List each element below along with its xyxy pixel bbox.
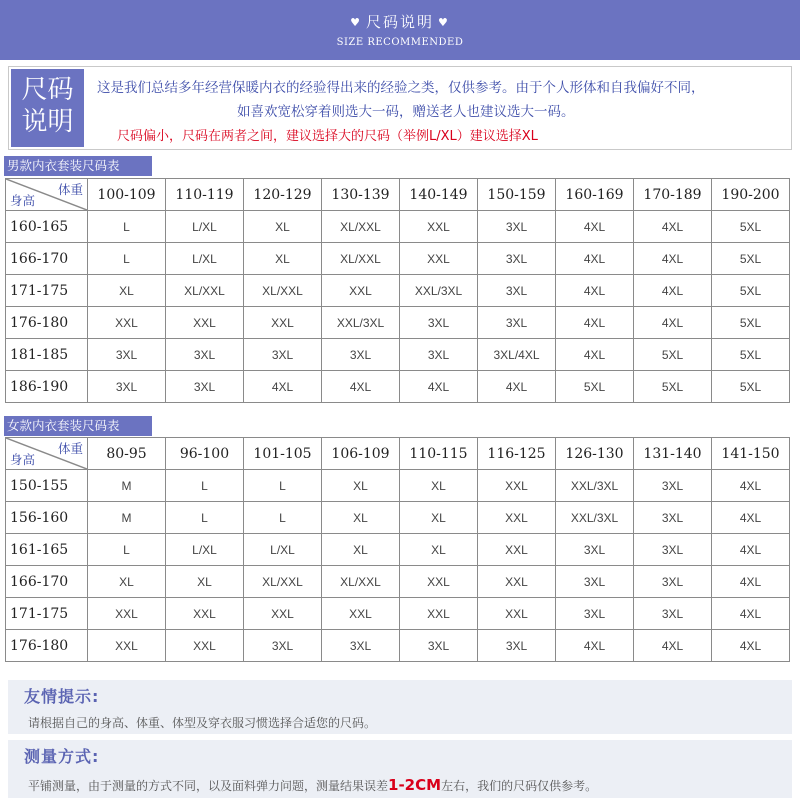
size-cell: L [244, 470, 322, 502]
size-cell: M [88, 470, 166, 502]
size-cell: XXL [322, 598, 400, 630]
men-size-table [5, 178, 790, 403]
size-cell: XXL [478, 502, 556, 534]
size-cell: 3XL [478, 275, 556, 307]
table-header-row [6, 438, 790, 470]
table-row [6, 339, 790, 371]
weight-range-header: 96-100 [166, 438, 244, 470]
size-cell: L [166, 470, 244, 502]
table-row [6, 566, 790, 598]
size-cell: 4XL [712, 566, 790, 598]
badge-line-2: 说明 [21, 107, 74, 137]
women-table-title: 女款内衣套装尺码表 [4, 416, 152, 436]
size-cell: 3XL [400, 339, 478, 371]
table-row [6, 502, 790, 534]
size-cell: XXL [88, 307, 166, 339]
height-range-label: 176-180 [6, 307, 88, 339]
height-range-label: 181-185 [6, 339, 88, 371]
height-range-label: 161-165 [6, 534, 88, 566]
size-cell: XXL [400, 211, 478, 243]
size-cell: 4XL [712, 598, 790, 630]
size-cell: XL [400, 534, 478, 566]
size-cell: 4XL [712, 534, 790, 566]
table-row [6, 630, 790, 662]
size-cell: XXL/3XL [556, 502, 634, 534]
size-cell: 3XL [556, 534, 634, 566]
heart-icon: ♥ [438, 16, 450, 29]
size-cell: 5XL [712, 339, 790, 371]
weight-range-header: 120-129 [244, 179, 322, 211]
weight-range-header: 131-140 [634, 438, 712, 470]
size-cell: XL/XXL [322, 211, 400, 243]
intro-note: 尺码偏小，尺码在两者之间，建议选择大的尺码（举例L/XL）建议选择XL [117, 129, 538, 144]
size-cell: 3XL [166, 371, 244, 403]
weight-range-header: 170-189 [634, 179, 712, 211]
size-cell: XXL [322, 275, 400, 307]
size-cell: XL [322, 534, 400, 566]
weight-range-header: 140-149 [400, 179, 478, 211]
size-cell: XL [322, 502, 400, 534]
size-cell: 4XL [556, 211, 634, 243]
size-cell: XL [244, 211, 322, 243]
height-label: 身高 [10, 194, 36, 208]
banner-subtitle: SIZE RECOMMENDED [336, 37, 464, 48]
size-cell: L/XL [244, 534, 322, 566]
size-cell: 3XL [244, 339, 322, 371]
intro-text-2: 如喜欢宽松穿着则选大一码，赠送老人也建议选大一码。 [237, 104, 575, 120]
size-cell: 3XL [88, 339, 166, 371]
size-cell: 5XL [712, 371, 790, 403]
size-cell: 3XL [634, 502, 712, 534]
size-cell: 3XL [634, 598, 712, 630]
size-cell: 4XL [634, 630, 712, 662]
size-cell: L [88, 534, 166, 566]
size-cell: 5XL [712, 275, 790, 307]
size-cell: 4XL [712, 470, 790, 502]
size-cell: 5XL [712, 307, 790, 339]
weight-range-header: 126-130 [556, 438, 634, 470]
weight-range-header: 101-105 [244, 438, 322, 470]
size-cell: XL [244, 243, 322, 275]
size-cell: 5XL [634, 371, 712, 403]
table-row [6, 598, 790, 630]
size-cell: XL [400, 470, 478, 502]
size-cell: 3XL [556, 566, 634, 598]
size-cell: L [166, 502, 244, 534]
measure-text-before: 平铺测量，由于测量的方式不同，以及面料弹力问题，测量结果误差 [28, 779, 389, 793]
size-cell: 3XL [88, 371, 166, 403]
size-cell: XXL [244, 598, 322, 630]
size-cell: 4XL [556, 275, 634, 307]
weight-range-header: 106-109 [322, 438, 400, 470]
banner-title-row [0, 12, 800, 34]
height-range-label: 150-155 [6, 470, 88, 502]
size-cell: L [244, 502, 322, 534]
size-cell: XXL [88, 630, 166, 662]
heart-icon: ♥ [350, 16, 362, 29]
weight-range-header: 110-115 [400, 438, 478, 470]
friendly-tip-title: 友情提示: [24, 687, 100, 706]
measure-tip-text [28, 776, 597, 794]
size-cell: 3XL [322, 630, 400, 662]
size-cell: L/XL [166, 243, 244, 275]
size-cell: 5XL [712, 211, 790, 243]
height-range-label: 166-170 [6, 243, 88, 275]
measure-text-after: 左右，我们的尺码仅供参考。 [441, 779, 598, 793]
size-cell: 5XL [712, 243, 790, 275]
weight-label: 体重 [57, 183, 83, 197]
size-cell: 3XL [244, 630, 322, 662]
size-cell: XXL [244, 307, 322, 339]
weight-range-header: 110-119 [166, 179, 244, 211]
size-cell: XXL/3XL [400, 275, 478, 307]
weight-range-header: 160-169 [556, 179, 634, 211]
size-cell: 4XL [556, 339, 634, 371]
friendly-tip-text: 请根据自己的身高、体重、体型及穿衣服习惯选择合适您的尺码。 [28, 716, 377, 730]
size-cell: XXL/3XL [322, 307, 400, 339]
size-cell: L [88, 211, 166, 243]
weight-range-header: 116-125 [478, 438, 556, 470]
size-cell: 5XL [634, 339, 712, 371]
badge-line-1: 尺码 [21, 75, 74, 105]
size-cell: XL/XXL [244, 275, 322, 307]
size-cell: 3XL [478, 307, 556, 339]
size-cell: XXL/3XL [556, 470, 634, 502]
size-cell: 4XL [634, 243, 712, 275]
banner-title: 尺码说明 [365, 13, 434, 31]
size-cell: L/XL [166, 534, 244, 566]
size-cell: XXL [88, 598, 166, 630]
weight-label: 体重 [57, 442, 83, 456]
size-cell: 3XL/4XL [478, 339, 556, 371]
size-cell: 3XL [478, 211, 556, 243]
size-cell: 3XL [556, 598, 634, 630]
size-cell: 3XL [400, 307, 478, 339]
measure-tip-title: 测量方式: [24, 747, 100, 766]
size-cell: 3XL [166, 339, 244, 371]
size-cell: XXL [478, 470, 556, 502]
size-cell: XL [400, 502, 478, 534]
size-cell: XXL [400, 566, 478, 598]
size-cell: XXL [478, 566, 556, 598]
size-cell: 3XL [478, 630, 556, 662]
women-size-table [5, 437, 790, 662]
weight-range-header: 130-139 [322, 179, 400, 211]
size-cell: XL/XXL [322, 566, 400, 598]
weight-range-header: 141-150 [712, 438, 790, 470]
size-cell: XXL [166, 630, 244, 662]
size-cell: 4XL [244, 371, 322, 403]
height-range-label: 156-160 [6, 502, 88, 534]
table-header-row [6, 179, 790, 211]
weight-range-header: 80-95 [88, 438, 166, 470]
height-range-label: 166-170 [6, 566, 88, 598]
size-cell: 4XL [556, 630, 634, 662]
size-cell: 4XL [322, 371, 400, 403]
measure-error-highlight: 1-2CM [388, 776, 442, 794]
size-cell: 3XL [478, 243, 556, 275]
size-cell: 4XL [634, 211, 712, 243]
height-range-label: 176-180 [6, 630, 88, 662]
table-row [6, 534, 790, 566]
size-cell: M [88, 502, 166, 534]
size-cell: 4XL [556, 307, 634, 339]
table-row [6, 275, 790, 307]
table-row [6, 371, 790, 403]
size-cell: XXL [400, 243, 478, 275]
size-cell: 4XL [634, 307, 712, 339]
height-range-label: 171-175 [6, 598, 88, 630]
size-cell: 3XL [634, 566, 712, 598]
table-row [6, 211, 790, 243]
weight-range-header: 100-109 [88, 179, 166, 211]
size-cell: XL [88, 275, 166, 307]
friendly-tip-box [8, 680, 792, 734]
table-row [6, 470, 790, 502]
size-cell: XL [88, 566, 166, 598]
table-row [6, 307, 790, 339]
size-cell: XXL [166, 307, 244, 339]
weight-range-header: 150-159 [478, 179, 556, 211]
height-label: 身高 [10, 453, 36, 467]
header-banner [0, 0, 800, 60]
size-cell: XXL [400, 598, 478, 630]
size-cell: 4XL [712, 502, 790, 534]
size-intro-box [8, 66, 792, 150]
size-cell: 3XL [400, 630, 478, 662]
men-table-title: 男款内衣套装尺码表 [4, 156, 152, 176]
height-range-label: 171-175 [6, 275, 88, 307]
size-cell: L/XL [166, 211, 244, 243]
size-intro-badge [11, 69, 86, 147]
measure-tip-box [8, 740, 792, 798]
size-cell: L [88, 243, 166, 275]
table-corner-cell [6, 438, 88, 470]
size-cell: XL/XXL [166, 275, 244, 307]
size-cell: 3XL [634, 534, 712, 566]
banner-content [0, 12, 800, 48]
table-corner-cell [6, 179, 88, 211]
size-cell: XXL [478, 598, 556, 630]
size-cell: 4XL [556, 243, 634, 275]
size-cell: XXL [166, 598, 244, 630]
size-cell: 4XL [712, 630, 790, 662]
size-cell: XL [166, 566, 244, 598]
height-range-label: 160-165 [6, 211, 88, 243]
size-cell: 4XL [478, 371, 556, 403]
size-cell: XL/XXL [322, 243, 400, 275]
size-cell: 3XL [322, 339, 400, 371]
height-range-label: 186-190 [6, 371, 88, 403]
weight-range-header: 190-200 [712, 179, 790, 211]
size-cell: XXL [478, 534, 556, 566]
intro-text-1: 这是我们总结多年经营保暖内衣的经验得出来的经验之类，仅供参考。由于个人形体和自我偏好不同， [97, 80, 705, 96]
size-cell: 3XL [634, 470, 712, 502]
size-cell: 5XL [556, 371, 634, 403]
size-cell: XL [322, 470, 400, 502]
table-row [6, 243, 790, 275]
size-cell: XL/XXL [244, 566, 322, 598]
size-cell: 4XL [634, 275, 712, 307]
size-cell: 4XL [400, 371, 478, 403]
